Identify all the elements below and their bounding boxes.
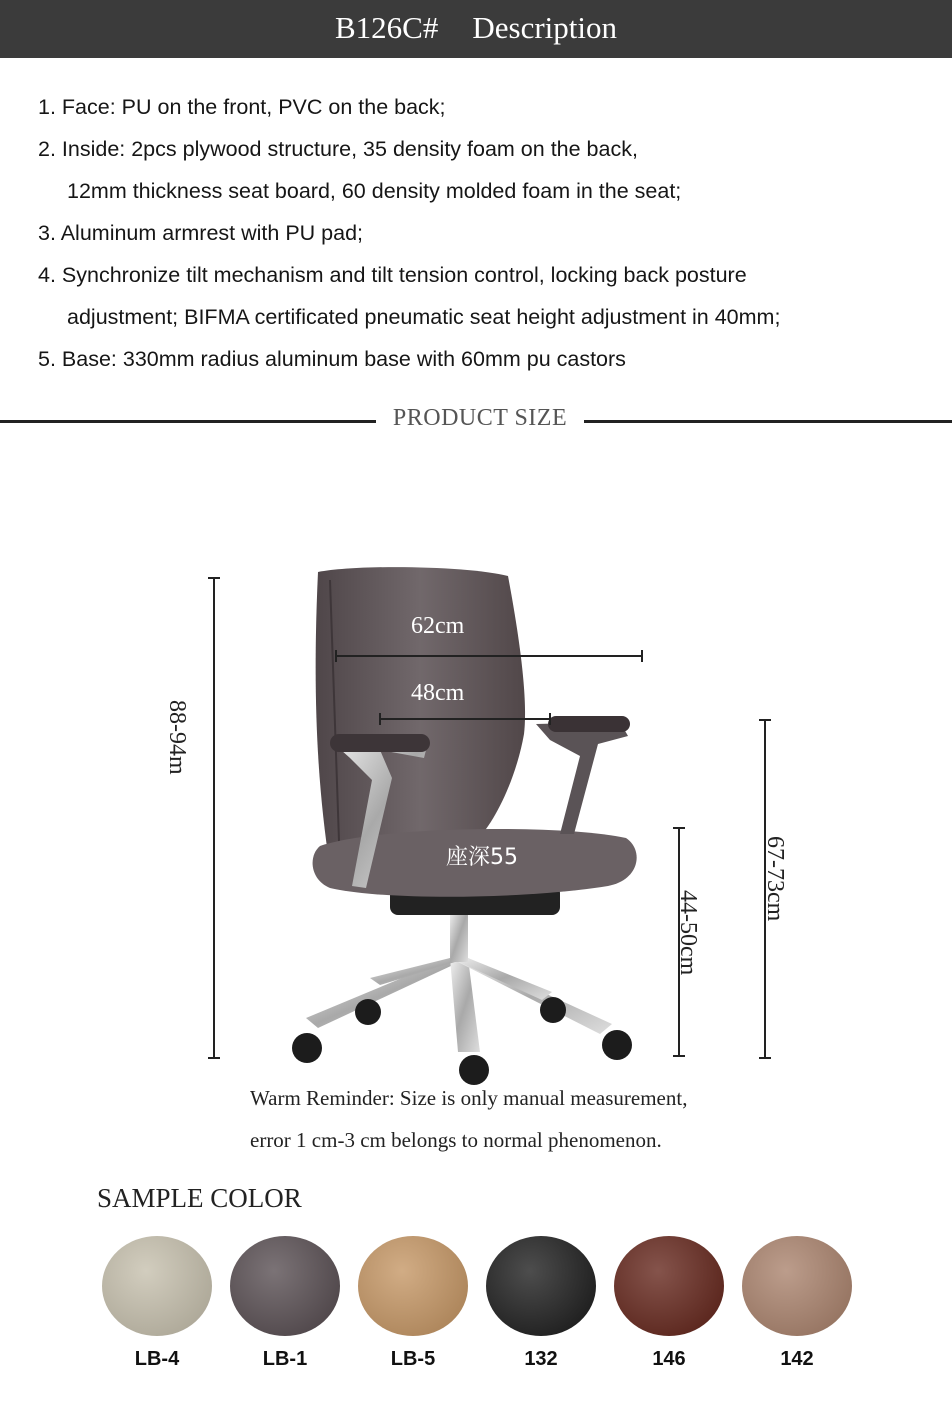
seat-height-label: 44-50cm bbox=[675, 890, 701, 976]
product-size-title: PRODUCT SIZE bbox=[392, 405, 568, 431]
overall-height-dimension bbox=[208, 578, 220, 1058]
model-number: B126C# bbox=[335, 10, 439, 45]
swatch-label: 132 bbox=[524, 1348, 558, 1370]
overall-width-label: 62cm bbox=[411, 613, 465, 639]
divider-left bbox=[0, 420, 376, 423]
description-line: adjustment; BIFMA certificated pneumatic seat height adjustment in 40mm; bbox=[67, 305, 781, 329]
seat-width-label: 48cm bbox=[411, 680, 465, 706]
seat-depth-label: 座深55 bbox=[446, 845, 518, 870]
chair-base bbox=[292, 910, 632, 1085]
description-line: 3. Aluminum armrest with PU pad; bbox=[38, 221, 364, 245]
divider-right bbox=[584, 420, 952, 423]
description-line: 2. Inside: 2pcs plywood structure, 35 density foam on the back, bbox=[38, 137, 638, 161]
description-list bbox=[38, 92, 938, 386]
swatch-lb-4[interactable] bbox=[102, 1236, 212, 1336]
swatch-lb-1[interactable] bbox=[230, 1236, 340, 1336]
reminder-line-2: error 1 cm-3 cm belongs to normal phenomenon. bbox=[250, 1128, 662, 1152]
right-armrest bbox=[536, 722, 628, 834]
description-line: 12mm thickness seat board, 60 density molded foam in the seat; bbox=[67, 179, 682, 203]
swatch-label: 146 bbox=[652, 1348, 686, 1370]
swatch-132[interactable] bbox=[486, 1236, 596, 1336]
reminder-line-1: Warm Reminder: Size is only manual measurement, bbox=[250, 1086, 688, 1110]
swatch-label: LB-5 bbox=[390, 1348, 436, 1370]
armrest-height-label: 67-73cm bbox=[762, 836, 788, 922]
swatch-142[interactable] bbox=[742, 1236, 852, 1336]
header-title bbox=[0, 10, 952, 46]
swatch-lb-5[interactable] bbox=[358, 1236, 468, 1336]
sample-color-title: SAMPLE COLOR bbox=[97, 1183, 302, 1213]
swatch-146[interactable] bbox=[614, 1236, 724, 1336]
overall-height-label: 88-94m bbox=[164, 700, 190, 775]
description-line: 1. Face: PU on the front, PVC on the back; bbox=[38, 95, 446, 119]
description-heading: Description bbox=[472, 10, 617, 45]
description-line: 4. Synchronize tilt mechanism and tilt tension control, locking back posture bbox=[38, 263, 747, 287]
swatch-label: 142 bbox=[780, 1348, 814, 1370]
description-line: 5. Base: 330mm radius aluminum base with 60mm pu castors bbox=[38, 347, 626, 371]
swatch-label: LB-4 bbox=[134, 1348, 180, 1370]
swatch-label: LB-1 bbox=[262, 1348, 308, 1370]
chair-illustration bbox=[150, 560, 810, 1090]
